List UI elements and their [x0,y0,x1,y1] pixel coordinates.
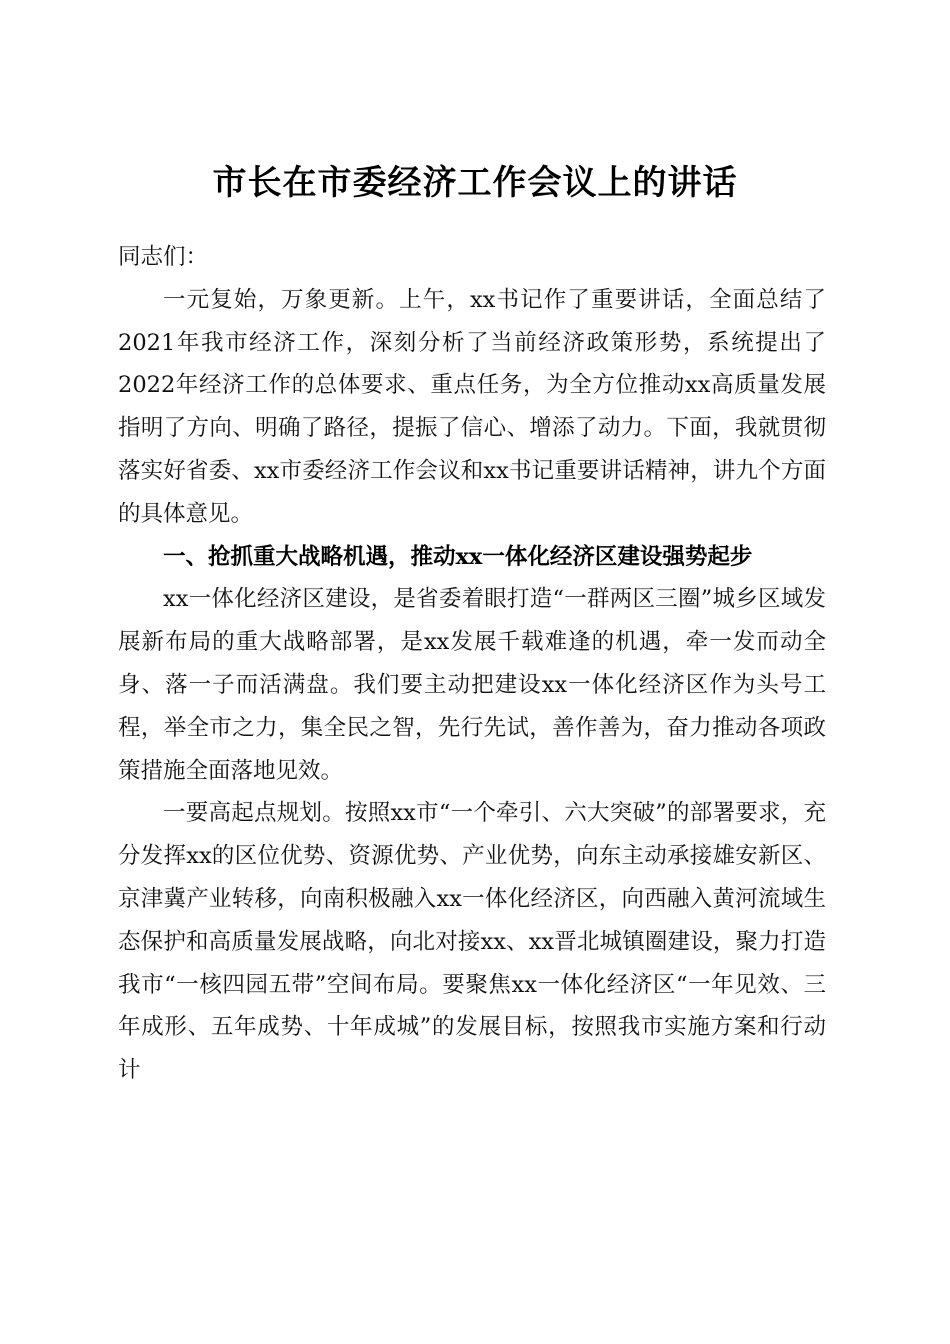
salutation: 同志们： [118,244,209,270]
paragraph-planning: 一要高起点规划。按照xx市“一个牵引、六大突破”的部署要求，充分发挥xx的区位优势、资源优势、产业优势，向东主动承接雄安新区、京津冀产业转移，向南积极融入xx一体化经济区，向西融入黄河流域生态保护和高质量发展战略，向北对接xx、xx晋北城镇圈建设，聚力打造我市“一核四园五带”空间布局。要聚焦xx一体化经济区“一年见效、三年成形、五年成势、十年成城”的发展目标，按照我市实施方案和行动计 [118,800,826,1084]
section-heading-1: 一、抢抓重大战略机遇，推动xx一体化经济区建设强势起步 [163,543,753,570]
document-title: 市长在市委经济工作会议上的讲话 [212,162,738,203]
paragraph-intro: 一元复始，万象更新。上午，xx书记作了重要讲话，全面总结了2021年我市经济工作，深刻分析了当前经济政策形势，系统提出了2022年经济工作的总体要求、重点任务，为全方位推动xx高质量发展指明了方向、明确了路径，提振了信心、增添了动力。下面，我就贯彻落实好省委、xx市委经济工作会议和xx书记重要讲话精神，讲九个方面的具体意见。 [118,286,826,527]
paragraph-section-1-intro: xx一体化经济区建设，是省委着眼打造“一群两区三圈”城乡区域发展新布局的重大战略部署，是xx发展千载难逢的机遇，牵一发而动全身、落一子而活满盘。我们要主动把建设xx一体化经济区作为头号工程，举全市之力，集全民之智，先行先试，善作善为，奋力推动各项政策措施全面落地见效。 [118,586,826,784]
document-body [118,236,826,1092]
